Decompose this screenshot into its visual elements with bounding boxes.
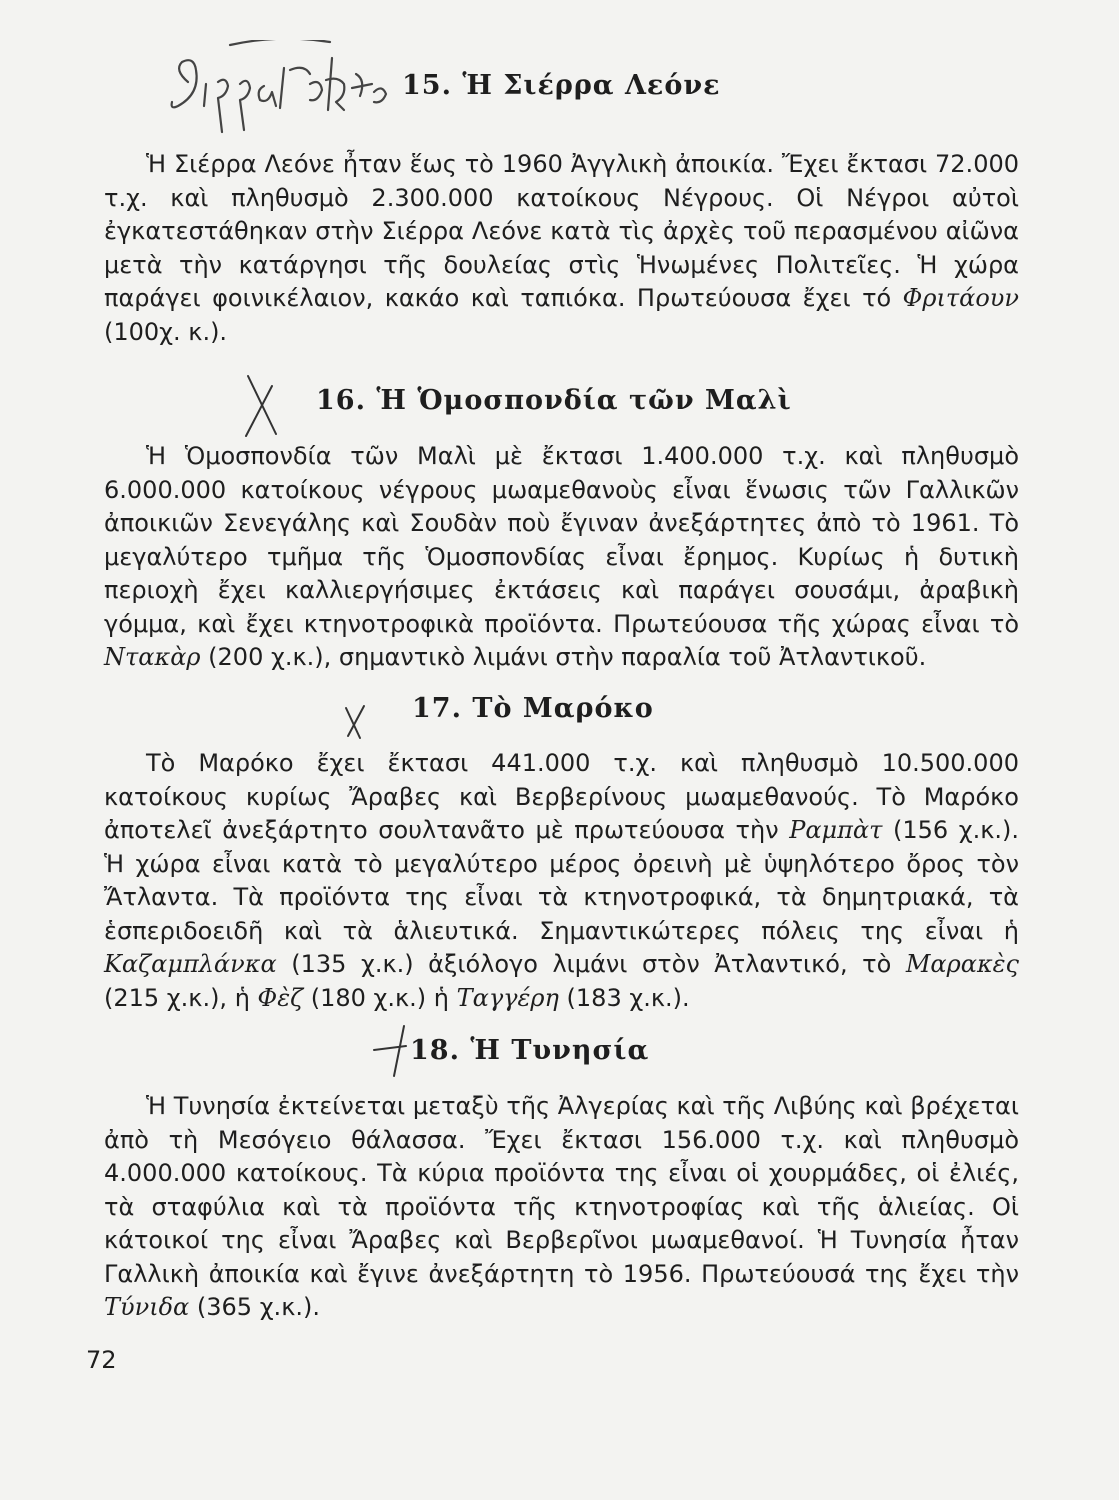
section-17-city-fez: Φὲζ	[257, 983, 304, 1012]
section-17-city-casablanca: Καζαμπλάνκα	[104, 950, 277, 978]
section-18-text-end: (365 χ.κ.).	[189, 1293, 320, 1321]
section-18-capital: Τύνιδα	[104, 1293, 190, 1321]
x-mark-section-17	[340, 702, 370, 742]
section-16-text: Ἡ Ὁμοσπονδία τῶν Μαλὶ μὲ ἔκτασι 1.400.000 τ.χ. καὶ πληθυσμὸ 6.000.000 κατοίκους νέγρους μωαμεθανοὺς εἶναι ἕνωσις τῶν Γαλλικῶν ἀποικιῶν Σενεγάλης καὶ Σουδὰν ποὺ ἔγιναν ἀνεξάρτητες ἀπὸ τὸ 1961. Τὸ μεγαλύτερο τμῆμα τῆς Ὁμοσπονδίας εἶναι ἔρημος. Κυρίως ἡ δυτικὴ περιοχὴ ἔχει καλλιεργήσιμες ἐκτάσεις καὶ παράγει σουσάμι, ἀραβικὴ γόμμα, καὶ ἔχει κτηνοτροφικὰ προϊόντα. Πρωτεύουσα τῆς χώρας εἶναι τὸ	[104, 442, 1019, 638]
section-18-paragraph	[104, 1090, 1019, 1325]
handwritten-annotation	[160, 40, 400, 150]
x-mark-section-16	[242, 372, 282, 442]
section-15-paragraph	[104, 148, 1019, 349]
section-17-city-tangier: Ταγγέρη	[456, 983, 559, 1012]
section-16-text-end: (200 χ.κ.), σημαντικὸ λιμάνι στὴν παραλία τοῦ Ἀτλαντικοῦ.	[200, 643, 927, 671]
section-17-heading: 17. Τὸ Μαρόκο	[412, 693, 654, 724]
page-number: 72	[86, 1346, 117, 1374]
section-17-text-4: (215 χ.κ.), ἡ	[104, 983, 258, 1012]
section-16-paragraph	[104, 440, 1019, 675]
section-17-capital: Ραμπὰτ	[789, 816, 883, 844]
section-17-paragraph	[104, 747, 1019, 1015]
section-17-text-2: (156 χ.κ.). Ἡ χώρα εἶναι κατὰ τὸ μεγαλύτερο μέρος ὀρεινὴ μὲ ὑψηλότερο ὄρος τὸν Ἄτλαντα. Τὰ προϊόντα της εἶναι τὰ κτηνοτροφικά, τὰ δημητριακά, τὰ ἑσπεριδοειδῆ καὶ τὰ ἁλιευτικά. Σημαντικώτερες πόλεις της εἶναι ἡ	[104, 816, 1019, 945]
section-16-capital: Ντακὰρ	[104, 643, 201, 671]
section-17-text-3: (135 χ.κ.) ἀξιόλογο λιμάνι στὸν Ἀτλαντικό, τὸ	[276, 950, 906, 978]
section-15-heading: 15. Ἡ Σιέρρα Λεόνε	[402, 70, 721, 101]
section-18-heading: 18. Ἡ Τυνησία	[410, 1035, 650, 1066]
section-15-capital: Φριτάουν	[902, 284, 1019, 312]
section-17-text: Τὸ Μαρόκο ἔχει ἔκτασι 441.000 τ.χ. καὶ πληθυσμὸ 10.500.000 κατοίκους κυρίως Ἄραβες καὶ Βερβερίνους μωαμεθανούς. Τὸ Μαρόκο ἀποτελεῖ ἀνεξάρτητο σουλτανᾶτο μὲ πρωτεύουσα τὴν	[104, 749, 1019, 844]
section-16-heading: 16. Ἡ Ὁμοσπονδία τῶν Μαλὶ	[316, 385, 792, 416]
section-17-text-6: (183 χ.κ.).	[558, 983, 690, 1012]
section-17-city-marrakesh: Μαρακὲς	[905, 950, 1019, 978]
x-mark-section-18	[366, 1020, 412, 1078]
section-18-text: Ἡ Τυνησία ἐκτείνεται μεταξὺ τῆς Ἀλγερίας καὶ τῆς Λιβύης καὶ βρέχεται ἀπὸ τὴ Μεσόγειο θάλασσα. Ἔχει ἔκτασι 156.000 τ.χ. καὶ πληθυσμὸ 4.000.000 κατοίκους. Τὰ κύρια προϊόντα της εἶναι οἱ χουρμάδες, οἱ ἐλιές, τὰ σταφύλια καὶ τὰ προϊόντα τῆς κτηνοτροφίας καὶ τῆς ἁλιείας. Οἱ κάτοικοί της εἶναι Ἄραβες καὶ Βερβερῖνοι μωαμεθανοί. Ἡ Τυνησία ἦταν Γαλλικὴ ἀποικία καὶ ἔγινε ἀνεξάρτητη τὸ 1956. Πρωτεύουσά της ἔχει τὴν	[104, 1092, 1019, 1288]
section-17-text-5: (180 χ.κ.) ἡ	[303, 983, 457, 1012]
section-15-text-end: (100χ. κ.).	[104, 317, 228, 346]
section-15-text: Ἡ Σιέρρα Λεόνε ἦταν ἕως τὸ 1960 Ἀγγλικὴ ἀποικία. Ἔχει ἔκτασι 72.000 τ.χ. καὶ πληθυσμὸ 2.300.000 κατοίκους Νέγρους. Οἱ Νέγροι αὐτοὶ ἐγκατεστάθηκαν στὴν Σιέρρα Λεόνε κατὰ τὶς ἀρχὲς τοῦ περασμένου αἰῶνα μετὰ τὴν κατάργησι τῆς δουλείας στὶς Ἡνωμένες Πολιτεῖες. Ἡ χώρα παράγει φοινικέλαιον, κακάο καὶ ταπιόκα. Πρωτεύουσα ἔχει τό	[104, 150, 1019, 312]
